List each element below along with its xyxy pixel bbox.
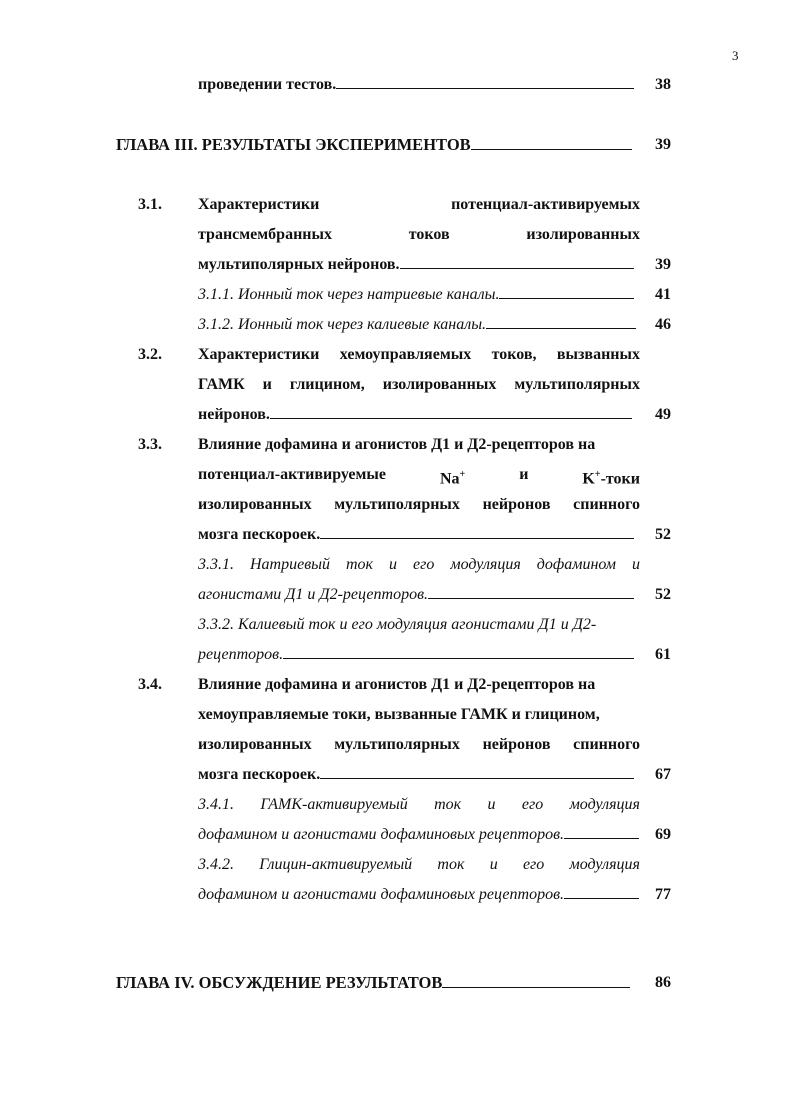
toc-section-3-2-line-2 xyxy=(198,370,640,400)
toc-chapter-3 xyxy=(116,130,636,160)
word: его xyxy=(522,856,545,873)
leader-line xyxy=(400,251,634,269)
toc-section-3-3-line-1: Влияние дофамина и агонистов Д1 и Д2-рецепторов на xyxy=(198,436,596,453)
word: ГАМК-активируемый xyxy=(260,796,408,813)
toc-page-39: 39 xyxy=(655,136,671,153)
page-number: 3 xyxy=(732,48,739,63)
word: Натриевый xyxy=(250,556,330,573)
word: K xyxy=(582,470,595,488)
toc-section-3-4-line-1: Влияние дофамина и агонистов Д1 и Д2-рецепторов на xyxy=(198,676,596,693)
word: дофамином xyxy=(536,556,616,573)
word: Глицин-активируемый xyxy=(259,856,413,873)
toc-section-3-1-line-1 xyxy=(198,190,640,220)
section-number: 3.3. xyxy=(138,436,162,453)
chapter-title: ГЛАВА III. РЕЗУЛЬТАТЫ ЭКСПЕРИМЕНТОВ xyxy=(116,135,471,154)
word: и xyxy=(487,796,496,813)
leader-line xyxy=(270,401,632,419)
toc-page-39: 39 xyxy=(655,256,671,273)
chapter-title: ГЛАВА IV. ОБСУЖДЕНИЕ РЕЗУЛЬТАТОВ xyxy=(116,973,443,992)
toc-section-3-3-line-2 xyxy=(198,460,640,490)
superscript: + xyxy=(459,469,466,480)
toc-chapter-4 xyxy=(116,968,634,998)
toc-section-3-4-line-3 xyxy=(198,730,640,760)
word: вызванных xyxy=(556,346,640,363)
toc-text: 3.1.1. Ионный ток через натриевые каналы. xyxy=(198,286,500,303)
toc-page-61: 61 xyxy=(655,646,671,663)
toc-text: рецепторов. xyxy=(198,646,284,663)
toc-section-3-1-line-3 xyxy=(198,250,638,280)
word: его xyxy=(521,796,544,813)
toc-text: мультиполярных нейронов. xyxy=(198,256,400,273)
word: токов, xyxy=(491,346,537,363)
toc-subsection-3-1-1 xyxy=(198,280,638,310)
leader-line xyxy=(428,581,634,599)
toc-page-41: 41 xyxy=(655,286,671,303)
toc-text: проведении тестов. xyxy=(198,76,337,93)
leader-line xyxy=(564,881,639,899)
toc-subsection-3-4-1-line-2 xyxy=(198,820,643,850)
word: трансмембранных xyxy=(198,226,332,243)
word: модуляция xyxy=(569,856,640,873)
word: изолированных xyxy=(526,226,640,243)
word: и xyxy=(389,556,398,573)
leader-line xyxy=(336,71,634,89)
leader-line xyxy=(320,761,634,779)
word: потенциал-активируемых xyxy=(451,196,640,213)
toc-entry-tests-continuation xyxy=(198,70,638,100)
word: глицином, xyxy=(289,376,365,393)
word: и xyxy=(519,466,529,483)
toc-subsection-3-3-1-line-2 xyxy=(198,580,638,610)
word: -токи xyxy=(600,470,640,488)
toc-subsection-3-4-2-line-2 xyxy=(198,880,643,910)
leader-line xyxy=(486,311,636,329)
toc-page-69: 69 xyxy=(655,826,671,843)
toc-subsection-3-3-2-line-2 xyxy=(198,640,638,670)
word: 3.4.2. xyxy=(198,856,234,873)
word: хемоуправляемых xyxy=(339,346,472,363)
word: мультиполярных xyxy=(334,736,460,753)
word: спинного xyxy=(573,736,640,753)
toc-text: дофамином и агонистами дофаминовых рецепторов. xyxy=(198,886,565,903)
toc-text: мозга пескороек. xyxy=(198,766,321,783)
word: Na xyxy=(439,470,460,488)
word: токов xyxy=(408,226,450,243)
potassium-current xyxy=(582,460,640,490)
toc-page-52: 52 xyxy=(655,526,671,543)
toc-text: нейронов. xyxy=(198,406,270,423)
word: мультиполярных xyxy=(334,496,460,513)
word: 3.4.1. xyxy=(198,796,234,813)
toc-section-3-1-line-2 xyxy=(198,220,640,250)
leader-line xyxy=(442,970,630,988)
word: модуляция xyxy=(569,796,640,813)
word: ГАМК xyxy=(198,376,245,393)
word: изолированных xyxy=(382,376,497,393)
toc-page-86: 86 xyxy=(655,974,671,991)
word: нейронов xyxy=(482,736,551,753)
toc-page-38: 38 xyxy=(655,76,671,93)
word: мультиполярных xyxy=(514,376,640,393)
toc-subsection-3-4-1-line-1 xyxy=(198,790,640,820)
toc-subsection-3-4-2-line-1 xyxy=(198,850,640,880)
leader-line xyxy=(320,521,634,539)
toc-subsection-3-3-1-line-1 xyxy=(198,550,640,580)
leader-line xyxy=(564,821,639,839)
word: 3.3.1. xyxy=(198,556,234,573)
toc-text: мозга пескороек. xyxy=(198,526,321,543)
section-number: 3.1. xyxy=(138,196,162,213)
toc-page-77: 77 xyxy=(655,886,671,903)
toc-section-3-2-line-1 xyxy=(198,340,640,370)
superscript: + xyxy=(594,469,601,480)
word: и xyxy=(632,556,640,573)
toc-page-49: 49 xyxy=(655,406,671,423)
word: ток xyxy=(346,556,374,573)
leader-line xyxy=(499,281,634,299)
toc-page-67: 67 xyxy=(655,766,671,783)
toc-page-52: 52 xyxy=(655,586,671,603)
word: изолированных xyxy=(198,496,312,513)
word: его xyxy=(413,556,435,573)
toc-section-3-2-line-3 xyxy=(198,400,636,430)
toc-subsection-3-3-2-line-1: 3.3.2. Калиевый ток и его модуляция агонистами Д1 и Д2- xyxy=(198,616,597,633)
word: потенциал-активируемые xyxy=(198,466,387,483)
toc-text: дофамином и агонистами дофаминовых рецепторов. xyxy=(198,826,565,843)
toc-section-3-4-line-2: хемоуправляемые токи, вызванные ГАМК и глицином, xyxy=(198,706,600,723)
toc-section-3-3-line-4 xyxy=(198,520,638,550)
toc-subsection-3-1-2 xyxy=(198,310,640,340)
word: ток xyxy=(434,796,462,813)
word: нейронов xyxy=(482,496,551,513)
word: изолированных xyxy=(198,736,312,753)
section-number: 3.4. xyxy=(138,676,162,693)
word: и xyxy=(489,856,498,873)
word: спинного xyxy=(573,496,640,513)
section-number: 3.2. xyxy=(138,346,162,363)
word: Характеристики xyxy=(198,346,320,363)
toc-page-46: 46 xyxy=(655,316,671,333)
sodium-ion xyxy=(440,460,465,490)
word: и xyxy=(262,376,272,393)
leader-line xyxy=(283,641,634,659)
toc-section-3-4-line-4 xyxy=(198,760,638,790)
toc-text: агонистами Д1 и Д2-рецепторов. xyxy=(198,586,429,603)
toc-section-3-3-line-3 xyxy=(198,490,640,520)
leader-line xyxy=(471,132,632,150)
word: Характеристики xyxy=(198,196,320,213)
toc-text: 3.1.2. Ионный ток через калиевые каналы. xyxy=(198,316,487,333)
word: модуляция xyxy=(450,556,521,573)
word: ток xyxy=(437,856,465,873)
